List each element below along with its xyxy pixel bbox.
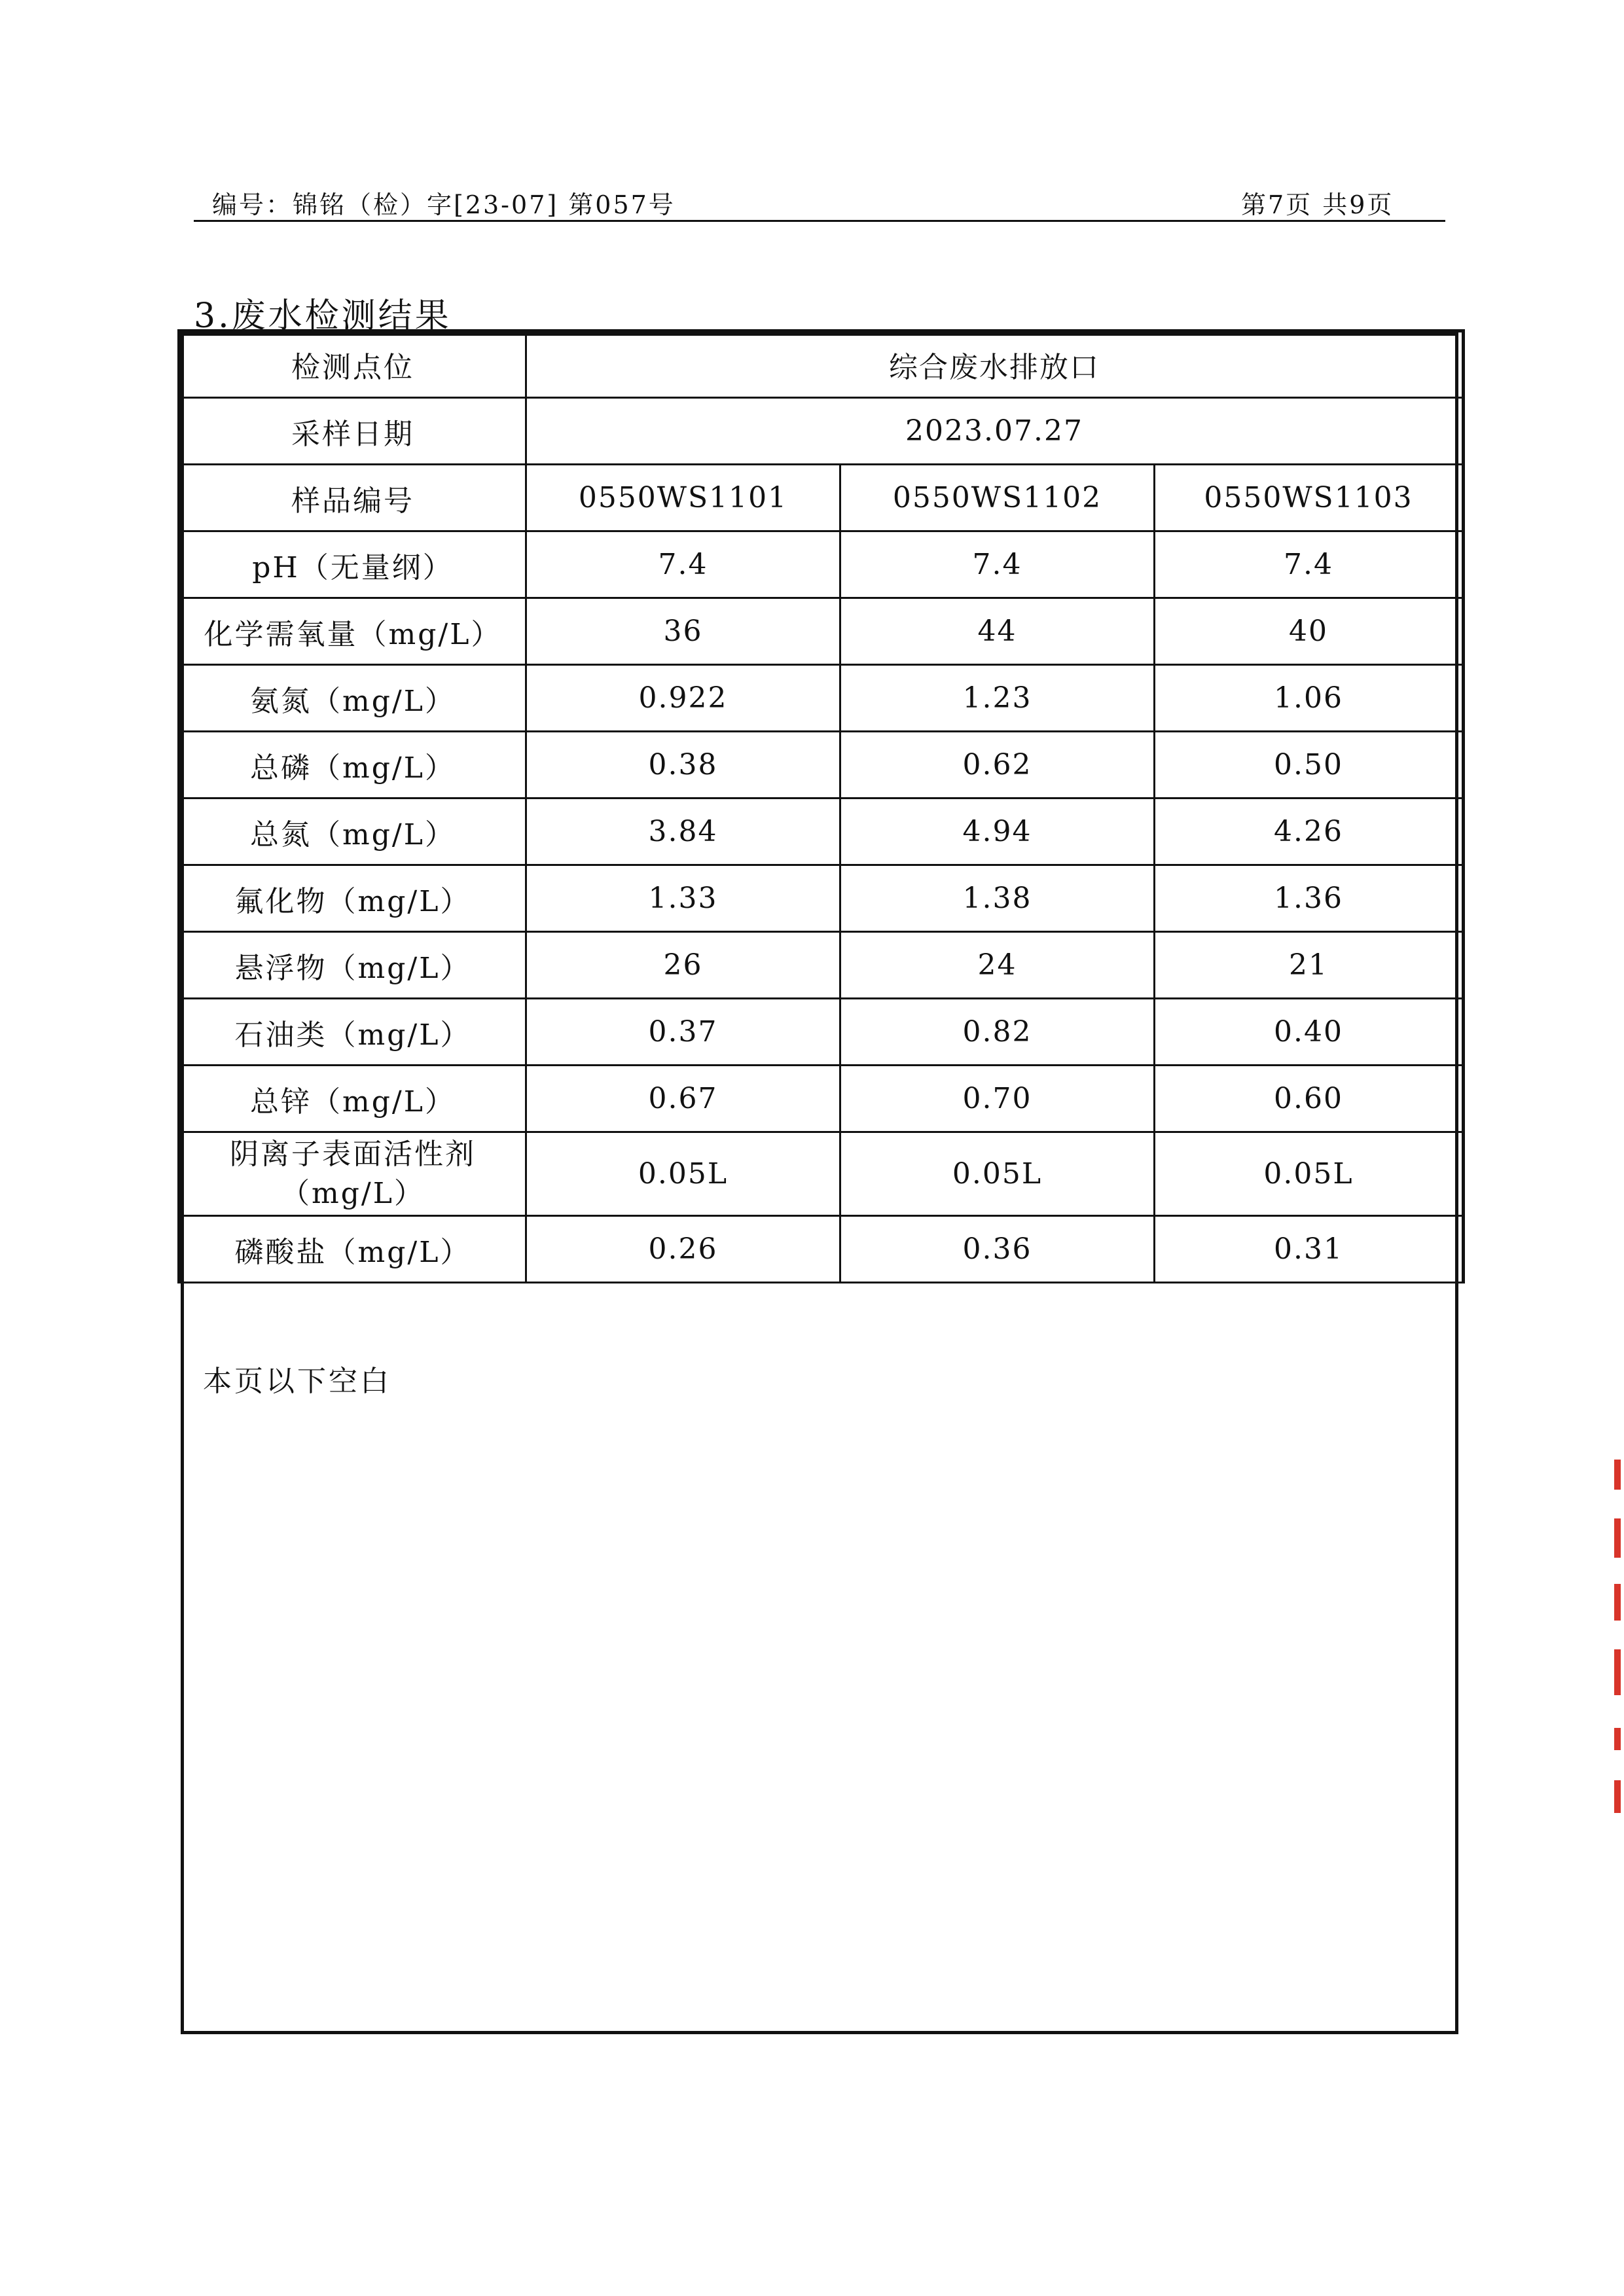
parameter-name: pH（无量纲） [179, 531, 526, 598]
page-info: 第7页 共9页 [1241, 190, 1394, 219]
value-cell: 7.4 [526, 531, 840, 598]
parameter-name [179, 1132, 526, 1216]
seal-edge-mark [1614, 1780, 1621, 1813]
date-label: 采样日期 [179, 398, 526, 465]
table-row [179, 1066, 1464, 1132]
value-cell: 7.4 [1155, 531, 1464, 598]
value-cell: 4.26 [1155, 798, 1464, 865]
header-divider [194, 220, 1445, 222]
parameter-name-line2: （mg/L） [281, 1176, 425, 1210]
sample-id: 0550WS1102 [840, 465, 1155, 531]
table-row [179, 1216, 1464, 1283]
seal-edge-mark [1614, 1460, 1621, 1490]
point-value: 综合废水排放口 [526, 331, 1464, 398]
table-row [179, 531, 1464, 598]
value-cell: 24 [840, 932, 1155, 999]
value-cell: 0.67 [526, 1066, 840, 1132]
parameter-name: 石油类（mg/L） [179, 999, 526, 1066]
parameter-name: 化学需氧量（mg/L） [179, 598, 526, 665]
value-cell: 0.82 [840, 999, 1155, 1066]
sample-label: 样品编号 [179, 465, 526, 531]
table-row [179, 465, 1464, 531]
parameter-name: 总锌（mg/L） [179, 1066, 526, 1132]
value-cell: 0.31 [1155, 1216, 1464, 1283]
table-row [179, 932, 1464, 999]
value-cell: 7.4 [840, 531, 1155, 598]
value-cell: 4.94 [840, 798, 1155, 865]
value-cell: 0.70 [840, 1066, 1155, 1132]
value-cell: 0.40 [1155, 999, 1464, 1066]
parameter-name: 总氮（mg/L） [179, 798, 526, 865]
point-label: 检测点位 [179, 331, 526, 398]
value-cell: 0.37 [526, 999, 840, 1066]
value-cell: 1.36 [1155, 865, 1464, 932]
value-cell: 1.33 [526, 865, 840, 932]
table-row [179, 398, 1464, 465]
value-cell: 0.50 [1155, 732, 1464, 798]
table-row [179, 665, 1464, 732]
report-number: 编号：锦铭（检）字[23-07] 第057号 [212, 190, 676, 219]
table-row [179, 331, 1464, 398]
wastewater-results-table [177, 329, 1465, 1283]
value-cell: 0.38 [526, 732, 840, 798]
seal-edge-mark [1614, 1728, 1621, 1750]
blank-below-note: 本页以下空白 [203, 1365, 391, 1398]
value-cell: 1.38 [840, 865, 1155, 932]
value-cell: 36 [526, 598, 840, 665]
sample-id: 0550WS1103 [1155, 465, 1464, 531]
value-cell: 0.26 [526, 1216, 840, 1283]
table-row [179, 1132, 1464, 1216]
sample-id: 0550WS1101 [526, 465, 840, 531]
value-cell: 3.84 [526, 798, 840, 865]
value-cell: 40 [1155, 598, 1464, 665]
value-cell: 44 [840, 598, 1155, 665]
value-cell: 0.05L [1155, 1132, 1464, 1216]
seal-edge-mark [1614, 1584, 1621, 1621]
value-cell: 0.922 [526, 665, 840, 732]
table-row [179, 798, 1464, 865]
parameter-name: 氨氮（mg/L） [179, 665, 526, 732]
section-title: 3.废水检测结果 [194, 296, 452, 336]
value-cell: 0.62 [840, 732, 1155, 798]
table-row [179, 732, 1464, 798]
value-cell: 0.60 [1155, 1066, 1464, 1132]
seal-edge-mark [1614, 1649, 1621, 1695]
value-cell: 0.05L [526, 1132, 840, 1216]
value-cell: 0.36 [840, 1216, 1155, 1283]
value-cell: 26 [526, 932, 840, 999]
table-row [179, 865, 1464, 932]
parameter-name: 氟化物（mg/L） [179, 865, 526, 932]
table-row [179, 598, 1464, 665]
parameter-name-line1: 阴离子表面活性剂 [230, 1137, 476, 1171]
value-cell: 21 [1155, 932, 1464, 999]
value-cell: 1.06 [1155, 665, 1464, 732]
value-cell: 1.23 [840, 665, 1155, 732]
parameter-name: 悬浮物（mg/L） [179, 932, 526, 999]
parameter-name: 磷酸盐（mg/L） [179, 1216, 526, 1283]
date-value: 2023.07.27 [526, 398, 1464, 465]
seal-edge-mark [1614, 1518, 1621, 1558]
parameter-name: 总磷（mg/L） [179, 732, 526, 798]
table-row [179, 999, 1464, 1066]
value-cell: 0.05L [840, 1132, 1155, 1216]
